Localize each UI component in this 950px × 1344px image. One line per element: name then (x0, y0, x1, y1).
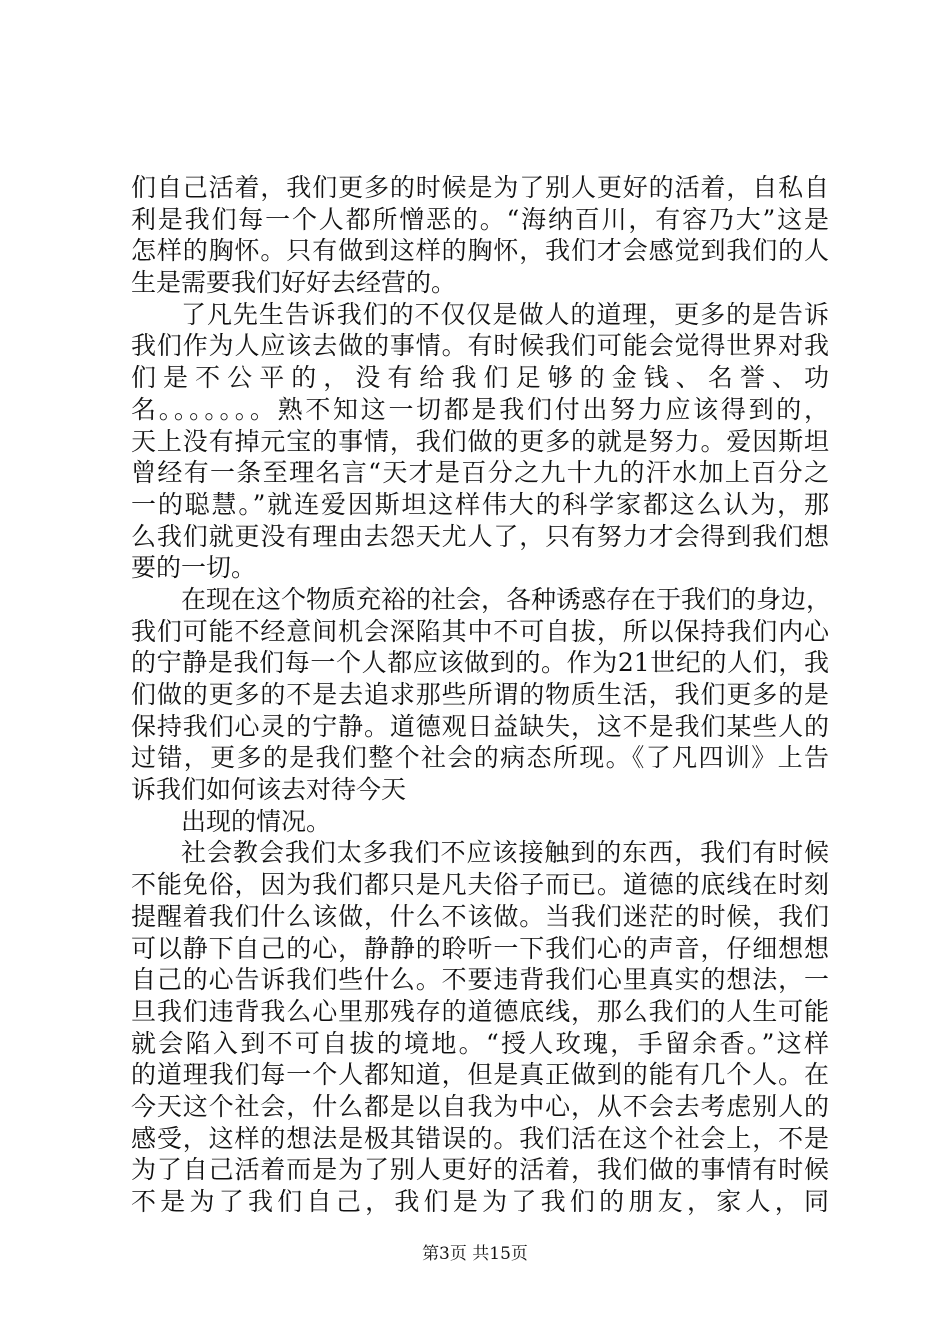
text-line: 们是不公平的，没有给我们足够的金钱、名誉、功 (131, 363, 829, 393)
text-line: 自己的心告诉我们些什么。不要违背我们心里真实的想法，一 (131, 965, 829, 995)
text-line: 过错，更多的是我们整个社会的病态所现。《了凡四训》上告 (131, 743, 829, 773)
text-line: 旦我们违背我么心里那残存的道德底线，那么我们的人生可能 (131, 996, 829, 1026)
text-line: 诉我们如何该去对待今天 (131, 775, 407, 805)
text-line: 为了自己活着而是为了别人更好的活着，我们做的事情有时候 (131, 1155, 829, 1185)
text-line: 要的一切。 (131, 553, 257, 583)
text-line: 可以静下自己的心，静静的聆听一下我们心的声音，仔细想想 (131, 933, 829, 963)
text-line: 们自己活着，我们更多的时候是为了别人更好的活着，自私自 (131, 173, 829, 202)
text-line: 在现在这个物质充裕的社会，各种诱惑存在于我们的身边， (181, 584, 832, 614)
page-footer: 第3页 共15页 (422, 1244, 528, 1264)
text-line: 利是我们每一个人都所憎恶的。“海纳百川，有容乃大”这是 (131, 204, 829, 234)
text-line: 名。。。。。。。熟不知这一切都是我们付出努力应该得到的， (131, 394, 829, 424)
text-line: 么我们就更没有理由去怨天尤人了，只有努力才会得到我们想 (131, 521, 829, 551)
text-line: 感受，这样的想法是极其错误的。我们活在这个社会上，不是 (131, 1123, 829, 1153)
text-line: 了凡先生告诉我们的不仅仅是做人的道理，更多的是告诉 (181, 299, 829, 329)
text-line: 不是为了我们自己，我们是为了我们的朋友，家人，同 (131, 1187, 829, 1216)
text-line: 生是需要我们好好去经营的。 (131, 268, 457, 298)
text-line: 一的聪慧。”就连爱因斯坦这样伟大的科学家都这么认为，那 (131, 489, 829, 519)
text-line: 提醒着我们什么该做，什么不该做。当我们迷茫的时候，我们 (131, 901, 829, 931)
text-line: 社会教会我们太多我们不应该接触到的东西，我们有时候 (181, 838, 829, 868)
text-line: 不能免俗，因为我们都只是凡夫俗子而已。道德的底线在时刻 (131, 870, 829, 900)
text-line: 保持我们心灵的宁静。道德观日益缺失，这不是我们某些人的 (131, 711, 829, 741)
text-line: 们做的更多的不是去追求那些所谓的物质生活，我们更多的是 (131, 680, 829, 709)
text-line: 出现的情况。 (181, 806, 332, 836)
text-line: 今天这个社会，什么都是以自我为中心，从不会去考虑别人的 (131, 1091, 829, 1121)
text-line: 我们可能不经意间机会深陷其中不可自拔，所以保持我们内心 (131, 616, 829, 646)
text-line: 的道理我们每一个人都知道，但是真正做到的能有几个人。在 (131, 1060, 829, 1090)
text-line: 怎样的胸怀。只有做到这样的胸怀，我们才会感觉到我们的人 (131, 236, 829, 266)
text-line: 就会陷入到不可自拔的境地。“授人玫瑰，手留余香。”这样 (131, 1028, 829, 1058)
text-line: 天上没有掉元宝的事情，我们做的更多的就是努力。爱因斯坦 (131, 426, 829, 456)
text-line: 我们作为人应该去做的事情。有时候我们可能会觉得世界对我 (131, 331, 829, 361)
text-line: 的宁静是我们每一个人都应该做到的。作为21世纪的人们，我 (131, 648, 829, 678)
body-text (131, 172, 832, 1218)
text-line: 曾经有一条至理名言“天才是百分之九十九的汗水加上百分之 (131, 458, 829, 488)
